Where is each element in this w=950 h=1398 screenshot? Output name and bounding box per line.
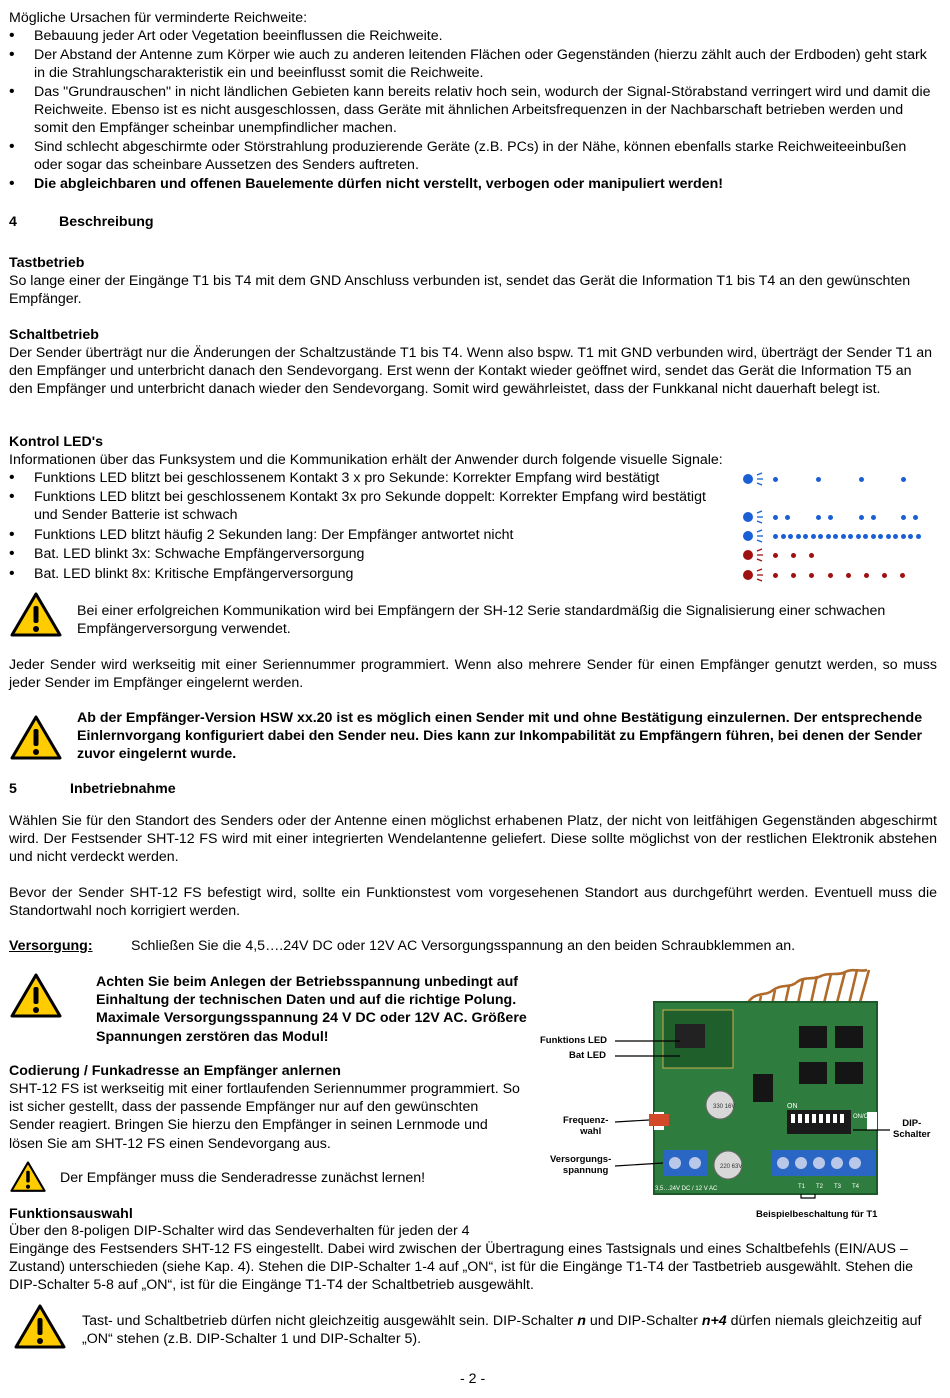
list-item: • Funktions LED blitzt bei geschlossenem Kontakt 3 x pro Sekunde: Korrekter Empfang wird bestätigt	[9, 469, 734, 487]
led-flash	[856, 534, 861, 539]
label-versorgungsspannung: Versorgungs- spannung	[550, 1154, 612, 1176]
led-flash	[803, 534, 808, 539]
bullet-icon	[9, 526, 29, 544]
led-flash	[809, 553, 814, 558]
reichweite-intro: Mögliche Ursachen für verminderte Reichweite:	[9, 10, 308, 26]
bullet-icon	[9, 46, 29, 64]
led-pattern-blink-3x	[743, 472, 943, 486]
led-flash	[773, 573, 778, 578]
led-pattern-fast-blink	[743, 529, 943, 543]
codierung-heading: Codierung / Funkadresse an Empfänger anlernen	[9, 1063, 341, 1079]
led-flash	[781, 534, 786, 539]
led-flash	[864, 573, 869, 578]
led-flash	[848, 534, 853, 539]
led-pattern-bat-3x	[743, 548, 943, 562]
led-flash	[871, 515, 876, 520]
section-title: Beschreibung	[59, 214, 154, 230]
label-dip-schalter: DIP- Schalter	[893, 1118, 931, 1140]
led-flash	[788, 534, 793, 539]
dip-onoff-label: ON/OFF	[853, 1114, 876, 1120]
standort-text: Wählen Sie für den Standort des Senders oder der Antenne einen möglichst erhabenen Platz, der nicht von leitfähigen Gegenständen abgeschirmt wird. Der Festsender SHT-12 FS wird mit einer integrierten Wendelantenne geliefert. Diese sollte möglichst von der restlichen Elektronik abstehen und nicht verdeckt werden.	[9, 813, 937, 866]
led-flash	[809, 573, 814, 578]
terminal-label-t3: T3	[834, 1184, 842, 1190]
terminal-label-t4: T4	[852, 1184, 860, 1190]
led-pattern-bat-8x	[743, 568, 943, 582]
led-flash	[871, 534, 876, 539]
warning-text: Ab der Empfänger-Version HSW xx.20 ist es möglich einen Sender mit und ohne Bestätigung einzulernen. Der entsprechende Einlernvorgang konfiguriert dabei den Sender neu. Dies kann zur Inkompabilität zu Empfängern führen, bei denen der Sender zuvor eingelernt wurde.	[77, 710, 923, 763]
led-flash	[773, 515, 778, 520]
versorgung-label: Versorgung:	[9, 938, 93, 954]
list-item: • Bebauung jeder Art oder Vegetation beeinflussen die Reichweite.	[9, 27, 937, 45]
led-flash	[818, 534, 823, 539]
led-glow-icon	[755, 568, 765, 582]
bullet-icon	[9, 545, 29, 563]
led-icon	[743, 531, 753, 541]
schaltbetrieb-heading: Schaltbetrieb	[9, 327, 99, 343]
warning-icon	[10, 1160, 46, 1199]
tastbetrieb-heading: Tastbetrieb	[9, 255, 85, 271]
led-flash	[893, 534, 898, 539]
bullet-icon	[9, 83, 29, 101]
led-flash	[773, 534, 778, 539]
capacitor-label: 330 16V	[713, 1104, 736, 1110]
board-figure	[535, 962, 945, 1224]
bullet-icon	[9, 565, 29, 583]
led-glow-icon	[755, 472, 765, 486]
bullet-icon	[9, 469, 29, 487]
label-funktions-led: Funktions LED	[540, 1035, 608, 1046]
led-heading: Kontrol LED's	[9, 434, 104, 450]
section-number: 4	[9, 214, 17, 230]
led-flash	[841, 534, 846, 539]
list-item: • Bat. LED blinkt 3x: Schwache Empfängerversorgung	[9, 545, 734, 563]
warning-icon	[10, 973, 62, 1024]
led-flash	[773, 477, 778, 482]
bullet-icon	[9, 138, 29, 156]
led-flash	[816, 515, 821, 520]
warning-icon	[10, 715, 62, 766]
led-glow-icon	[755, 529, 765, 543]
led-pattern-double-blink	[743, 510, 943, 524]
warning-text: Bei einer erfolgreichen Kommunikation wird bei Empfängern der SH-12 Serie standardmäßig die Signalisierung einer schwachen Empfängerversorgung verwendet.	[77, 603, 886, 638]
list-item: • Funktions LED blitzt häufig 2 Sekunden lang: Der Empfänger antwortet nicht	[9, 526, 734, 544]
led-flash	[816, 477, 821, 482]
led-flash	[791, 573, 796, 578]
led-flash	[900, 573, 905, 578]
led-flash	[833, 534, 838, 539]
led-flash	[791, 553, 796, 558]
led-flash	[901, 534, 906, 539]
bullet-icon	[9, 27, 29, 45]
list-item: • Der Abstand der Antenne zum Körper wie auch zu anderen leitenden Flächen oder Gegenständen (hierzu zählt auch der Erdboden) geht stark in die Strahlungscharakteristik ein und beeinflusst somit die Reichweite.	[9, 46, 937, 82]
led-flash	[901, 515, 906, 520]
board-print: 3,5…24V DC / 12 V AC	[655, 1186, 718, 1192]
list-item: • Sind schlecht abgeschirmte oder Störstrahlung produzierende Geräte (z.B. PCs) in der Nähe, können ebenfalls starke Reichweiteeinbußen oder sogar das scheinbare Aussetzen des Senders auftreten.	[9, 138, 937, 174]
list-item: • Bat. LED blinkt 8x: Kritische Empfängerversorgung	[9, 565, 734, 583]
led-flash	[908, 534, 913, 539]
led-icon	[743, 474, 753, 484]
warning-icon	[14, 1304, 66, 1355]
list-item: • Die abgleichbaren und offenen Bauelemente dürfen nicht verstellt, verbogen oder manipuliert werden!	[9, 175, 937, 193]
led-glow-icon	[755, 548, 765, 562]
label-bat-led: Bat LED	[569, 1050, 606, 1061]
tastbetrieb-text: So lange einer der Eingänge T1 bis T4 mit dem GND Anschluss verbunden ist, sendet das Gerät die Information T1 bis T4 an den gewünschten Empfänger.	[9, 273, 911, 308]
warning-icon	[10, 592, 62, 643]
led-flash	[796, 534, 801, 539]
dip-on-label: ON	[787, 1103, 798, 1110]
bullet-icon	[9, 175, 29, 193]
test-text: Bevor der Sender SHT-12 FS befestigt wird, sollte ein Funktionstest vom vorgesehenen Standort aus durchgeführt werden. Eventuell muss die Standortwahl noch korrigiert werden.	[9, 885, 937, 920]
section-number: 5	[9, 781, 17, 797]
section-title: Inbetriebnahme	[70, 781, 176, 797]
led-icon	[743, 550, 753, 560]
funktion-text: Eingänge des Festsenders SHT-12 FS eingestellt. Dabei wird zwischen der Übertragung eines Tastsignals und eines Schaltbefehls (EIN/AUS – Zustand) unterschieden (siehe Kap. 4). Stehen die DIP-Schalter 1-4 auf „ON“, ist für die Eingänge T1-T4 der Tastbetrieb ausgewählt. Stehen die DIP-Schalter 5-8 auf „ON“, ist für die Eingänge T1-T4 der Schaltbetrieb ausgewählt.	[9, 1241, 914, 1294]
terminal-label-t2: T2	[816, 1184, 824, 1190]
led-flash	[811, 534, 816, 539]
led-flash	[828, 573, 833, 578]
warning-text: Der Empfänger muss die Senderadresse zunächst lernen!	[60, 1170, 426, 1186]
bullet-icon	[9, 488, 29, 506]
funktion-heading: Funktionsauswahl	[9, 1206, 133, 1222]
led-flash	[846, 573, 851, 578]
warning-text: Achten Sie beim Anlegen der Betriebsspannung unbedingt auf Einhaltung der technischen Daten und auf die richtige Polung. Maximale Versorgungsspannung 24 V DC oder 12V AC. Größere Spannungen zerstören das Modul!	[96, 974, 527, 1045]
led-flash	[882, 573, 887, 578]
led-flash	[785, 515, 790, 520]
led-glow-icon	[755, 510, 765, 524]
versorgung-text: Schließen Sie die 4,5….24V DC oder 12V AC Versorgungsspannung an den beiden Schraubklemmen an.	[131, 938, 796, 954]
label-frequenzwahl: Frequenz- wahl	[563, 1115, 609, 1137]
page-number: - 2 -	[460, 1371, 486, 1387]
list-item: • Das "Grundrauschen" in nicht ländlichen Gebieten kann bereits relativ hoch sein, wodurch der Signal-Störabstand verringert wird und damit die Reichweite. Ebenso ist es nicht ausgeschlossen, dass Geräte mit ähnlichen Arbeitsfrequenzen in der Nachbarschaft betrieben werden und somit den Empfänger scheinbar unempfindlicher machen.	[9, 83, 937, 138]
list-item: • Funktions LED blitzt bei geschlossenem Kontakt 3x pro Sekunde doppelt: Korrekter Empfang wird bestätigt und Sender Batterie ist schwach	[9, 488, 729, 524]
figure-caption: Beispielbeschaltung für T1	[756, 1209, 878, 1220]
led-flash	[863, 534, 868, 539]
circuit-board-illustration	[535, 962, 945, 1224]
funktion-text: Über den 8-poligen DIP-Schalter wird das Sendeverhalten für jeden der 4	[9, 1223, 470, 1239]
led-flash	[901, 477, 906, 482]
led-icon	[743, 512, 753, 522]
terminal-label-t1: T1	[798, 1184, 806, 1190]
led-flash	[913, 515, 918, 520]
led-flash	[859, 477, 864, 482]
warning-text: Tast- und Schaltbetrieb dürfen nicht gleichzeitig ausgewählt sein. DIP-Schalter n und DIP-Schalter n+4 dürfen niemals gleichzeitig auf „ON“ stehen (z.B. DIP-Schalter 1 und DIP-Schalter 5).	[82, 1313, 922, 1348]
serien-text: Jeder Sender wird werkseitig mit einer Seriennummer programmiert. Wenn also mehrere Sender für einen Empfänger genutzt werden, so muss jeder Sender im Empfänger eingelernt werden.	[9, 657, 937, 692]
led-flash	[773, 553, 778, 558]
led-intro: Informationen über das Funksystem und die Kommunikation erhält der Anwender durch folgende visuelle Signale:	[9, 452, 723, 468]
schaltbetrieb-text: Der Sender überträgt nur die Änderungen der Schaltzustände T1 bis T4. Wenn also bspw. T1 mit GND verbunden wird, überträgt der Sender T1 an den Empfänger und unterbricht danach den Sendevorgang. Erst wenn der Kontakt wieder geöffnet wird, sendet das Gerät die Information T5 an den Empfänger und unterbricht danach wieder den Sendevorgang. Somit wird gewährleistet, dass der Funkkanal nicht dauerhaft belegt ist.	[9, 345, 932, 398]
led-icon	[743, 570, 753, 580]
led-flash	[916, 534, 921, 539]
led-flash	[826, 534, 831, 539]
led-flash	[828, 515, 833, 520]
led-flash	[859, 515, 864, 520]
codierung-text: SHT-12 FS ist werkseitig mit einer fortlaufenden Seriennummer programmiert. So ist sicher gestellt, dass der passende Empfänger nur auf den gewünschten Sender reagiert. Bringen Sie hierzu den Empfänger in seinen Lernmode und lösen Sie am SHT-12 FS einen Sendevorgang aus.	[9, 1081, 520, 1152]
capacitor-label: 220 63V	[720, 1164, 743, 1170]
led-flash	[878, 534, 883, 539]
led-flash	[886, 534, 891, 539]
